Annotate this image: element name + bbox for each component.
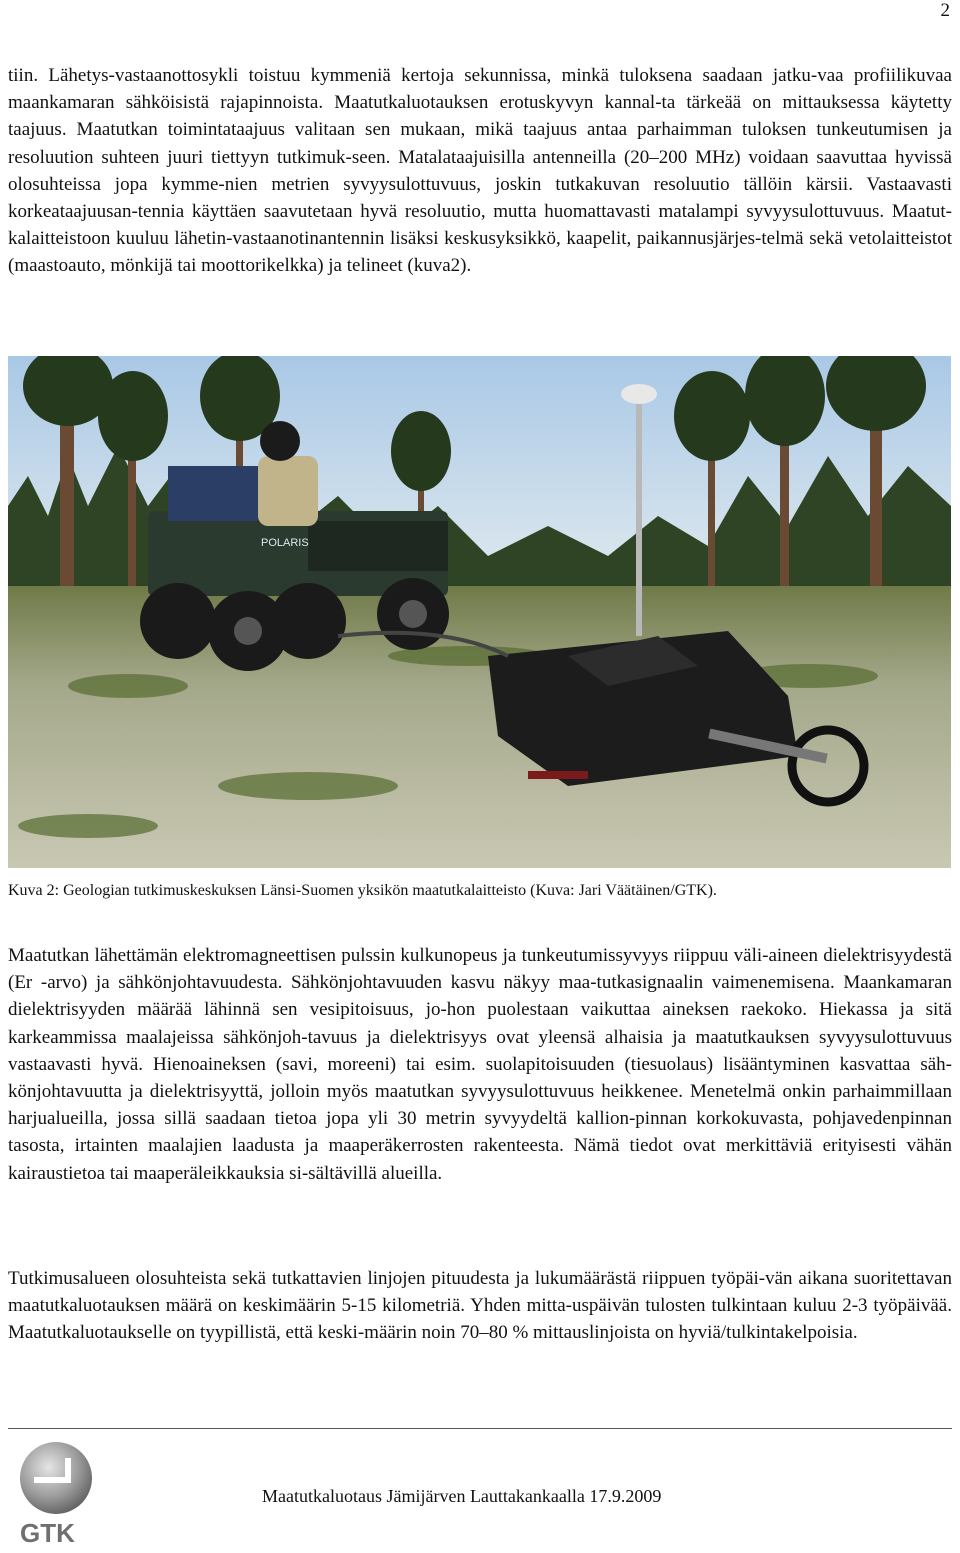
footer-divider	[8, 1428, 952, 1429]
footer-text: Maatutkaluotaus Jämijärven Lauttakankaalla 17.9.2009	[262, 1486, 662, 1506]
paragraph-3: Tutkimusalueen olosuhteista sekä tutkattavien linjojen pituudesta ja lukumäärästä riippuen työpäi-vän aikana suoritettavan maatutkaluotauksen määrä on keskimäärin 5-15 kilometriä. Yhden mitta-uspäivän tulosten tulkintaan kuluu 2-3 työpäivää. Maatutkaluotaukselle on tyypillistä, että keski-määrin noin 70–80 % mittauslinjoista on hyviä/tulkintakelpoisia.	[8, 1268, 952, 1344]
paragraph-2: Maatutkan lähettämän elektromagneettisen pulssin kulkunopeus ja tunkeutumissyvyys riippuu väli-aineen dielektrisyydestä (Er -arvo) ja sähkönjohtavuudesta. Sähkönjohtavuuden kasvu näkyy maa-tutkasignaalin vaimenemisena. Maankamaran dielektrisyyden määrää lähinnä sen vesipitoisuus, jo-hon puolestaan vaikuttaa aineksen raekoko. Hiekassa ja sitä karkeammissa maalajeissa sähkönjoh-tavuus ja dielektrisyys ovat yleensä alhaisia ja maatutkauksen syvyysulottuvuus vastaavasti hyvä. Hienoaineksen (savi, moreeni) tai esim. suolapitoisuuden (tiesuolaus) lisääntyminen kasvattaa säh-könjohtavuutta ja dielektrisyyttä, jolloin myös maatutkan syvyysulottuvuus heikkenee. Menetelmä onkin parhaimmillaan harjualueilla, jossa sillä saadaan tietoa jopa yli 30 metrin syvyydeltä kallion-pinnan korkokuvasta, pohjavedenpinnan tasosta, irtainten maalajien laadusta ja maaperäkerrosten rakenteesta. Nämä tiedot ovat merkittäviä erityisesti vähän kairaustietoa tai maaperäleikkauksia si-sältävillä alueilla.	[8, 945, 952, 1184]
figure-photo	[8, 356, 951, 868]
figure-caption: Kuva 2: Geologian tutkimuskeskuksen Länsi-Suomen yksikön maatutkalaitteisto (Kuva: Jari Väätäinen/GTK).	[8, 882, 717, 899]
svg-text:GTK: GTK	[20, 1518, 75, 1548]
gps-mast	[636, 396, 642, 636]
vehicle-brand: POLARIS	[261, 537, 309, 549]
gtk-logo	[10, 1438, 106, 1548]
gps-antenna	[621, 384, 657, 404]
paragraph-1: tiin. Lähetys-vastaanottosykli toistuu kymmeniä kertoja sekunnissa, minkä tuloksena saadaan jatku-vaa profiilikuvaa maankamaran sähköisistä rajapinnoista. Maatutkaluotauksen erotuskyvyn kannal-ta tärkeää on mittauksessa käytetty taajuus. Maatutkan toimintataajuus valitaan sen mukaan, mikä taajuus antaa parhaimman tuloksen tunkeutumisen ja resoluution suhteen juuri tiettyyn tutkimuk-seen. Matalataajuisilla antenneilla (20–200 MHz) voidaan saavuttaa hyvissä olosuhteissa jopa kymme-nien metrien syvyysulottuvuus, joskin tutkakuvan resoluutio tällöin kärsii. Vastaavasti korkeataajuusan-tennia käyttäen saavutetaan hyvä resoluutio, mutta huomattavasti matalampi syvyysulottuvuus. Maatut-kalaitteistoon kuuluu lähetin-vastaanotinantennin lisäksi keskusyksikkö, kaapelit, paikannusjärjes-telmä sekä vetolaitteistot (maastoauto, mönkijä tai moottorikelkka) ja telineet (kuva2).	[8, 65, 952, 277]
page-number: 2	[940, 0, 950, 21]
